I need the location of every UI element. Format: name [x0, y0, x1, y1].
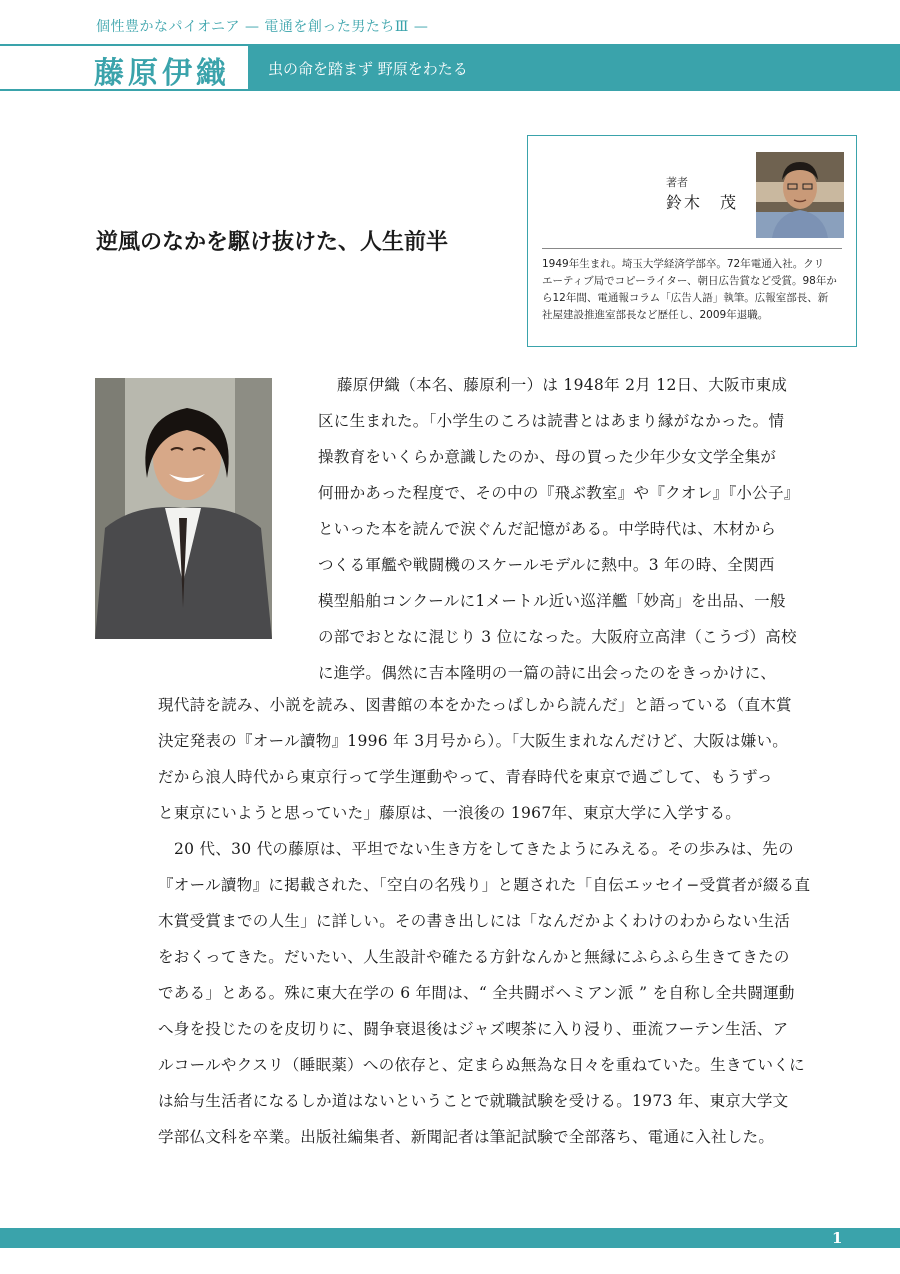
author-photo	[756, 152, 844, 238]
body-line: 20 代、30 代の藤原は、平坦でない生き方をしてきたようにみえる。その歩みは、先の	[174, 840, 794, 858]
author-bio-line: ら12年間、電通報コラム「広告人語」執筆。広報室部長、新	[542, 292, 829, 304]
author-bio-line: エーティブ局でコピーライター、朝日広告賞など受賞。98年か	[542, 275, 837, 287]
body-line: 現代詩を読み、小説を読み、図書館の本をかたっぱしから読んだ」と語っている（直木賞	[158, 696, 792, 714]
body-line: をおくってきた。だいたい、人生設計や確たる方針なんかと無縁にふらふら生きてきたの	[158, 948, 790, 966]
body-line: 藤原伊織（本名、藤原利一）は 1948年 2月 12日、大阪市東成	[337, 376, 788, 394]
body-line: と東京にいようと思っていた」藤原は、一浪後の 1967年、東京大学に入学する。	[158, 804, 742, 822]
footer-teal-bar	[0, 1228, 900, 1248]
author-divider	[542, 248, 842, 249]
author-bio-line: 1949年生まれ。埼玉大学経済学部卒。72年電通入社。クリ	[542, 258, 825, 270]
author-bio	[542, 256, 846, 324]
body-line: といった本を読んで涙ぐんだ記憶がある。中学時代は、木材から	[318, 520, 777, 538]
body-line: 決定発表の『オール讀物』1996 年 3月号から）。「大阪生まれなんだけど、大阪は嫌い。	[158, 732, 789, 750]
body-line: は給与生活者になるしか道はないということで就職試験を受ける。1973 年、東京大学文	[158, 1092, 789, 1110]
body-line: 『オール讀物』に掲載された、「空白の名残り」と題された「自伝エッセイ−受賞者が綴る直	[158, 876, 811, 894]
author-label: 著者	[666, 176, 688, 189]
body-line: 学部仏文科を卒業。出版社編集者、新聞記者は筆記試験で全部落ち、電通に入社した。	[158, 1128, 775, 1146]
subject-name: 藤原伊織	[94, 56, 230, 91]
portrait-photo	[95, 378, 272, 639]
body-line: だから浪人時代から東京行って学生運動やって、青春時代を東京で過ごして、もうずっ	[158, 768, 773, 786]
header-rule-top	[0, 44, 248, 46]
author-bio-line: 社屋建設推進室部長など歴任し、2009年退職。	[542, 309, 769, 321]
header-subtitle: 虫の命を踏まず 野原をわたる	[268, 60, 468, 78]
body-line: である」とある。殊に東大在学の 6 年間は、“ 全共闘ボヘミアン派 ” を自称し全共闘運動	[158, 984, 795, 1002]
body-line: 操教育をいくらか意識したのか、母の買った少年少女文学全集が	[318, 448, 777, 466]
author-box	[527, 135, 857, 347]
body-line: つくる軍艦や戦闘機のスケールモデルに熱中。3 年の時、全関西	[318, 556, 775, 574]
series-title: 個性豊かなパイオニア — 電通を創った男たちⅢ —	[96, 19, 429, 35]
body-line: ルコールやクスリ（睡眠薬）への依存と、定まらぬ無為な日々を重ねていた。生きていくに	[158, 1056, 805, 1074]
body-line: の部でおとなに混じり 3 位になった。大阪府立高津（こうづ）高校	[318, 628, 797, 646]
body-line: 模型船舶コンクールに1メートル近い巡洋艦「妙高」を出品、一般	[318, 592, 786, 610]
author-name: 鈴木 茂	[666, 193, 739, 212]
body-line: へ身を投じたのを皮切りに、闘争衰退後はジャズ喫茶に入り浸り、亜流フーテン生活、ア	[158, 1020, 789, 1038]
page-number: 1	[832, 1229, 843, 1247]
body-line: 何冊かあった程度で、その中の『飛ぶ教室』や『クオレ』『小公子』	[318, 484, 800, 502]
section-heading: 逆風のなかを駆け抜けた、人生前半	[96, 229, 449, 255]
body-line: 区に生まれた。「小学生のころは読書とはあまり縁がなかった。情	[318, 412, 785, 430]
body-line: に進学。偶然に吉本隆明の一篇の詩に出会ったのをきっかけに、	[318, 664, 777, 682]
body-line: 木賞受賞までの人生」に詳しい。その書き出しには「なんだかよくわけのわからない生活	[158, 912, 791, 930]
